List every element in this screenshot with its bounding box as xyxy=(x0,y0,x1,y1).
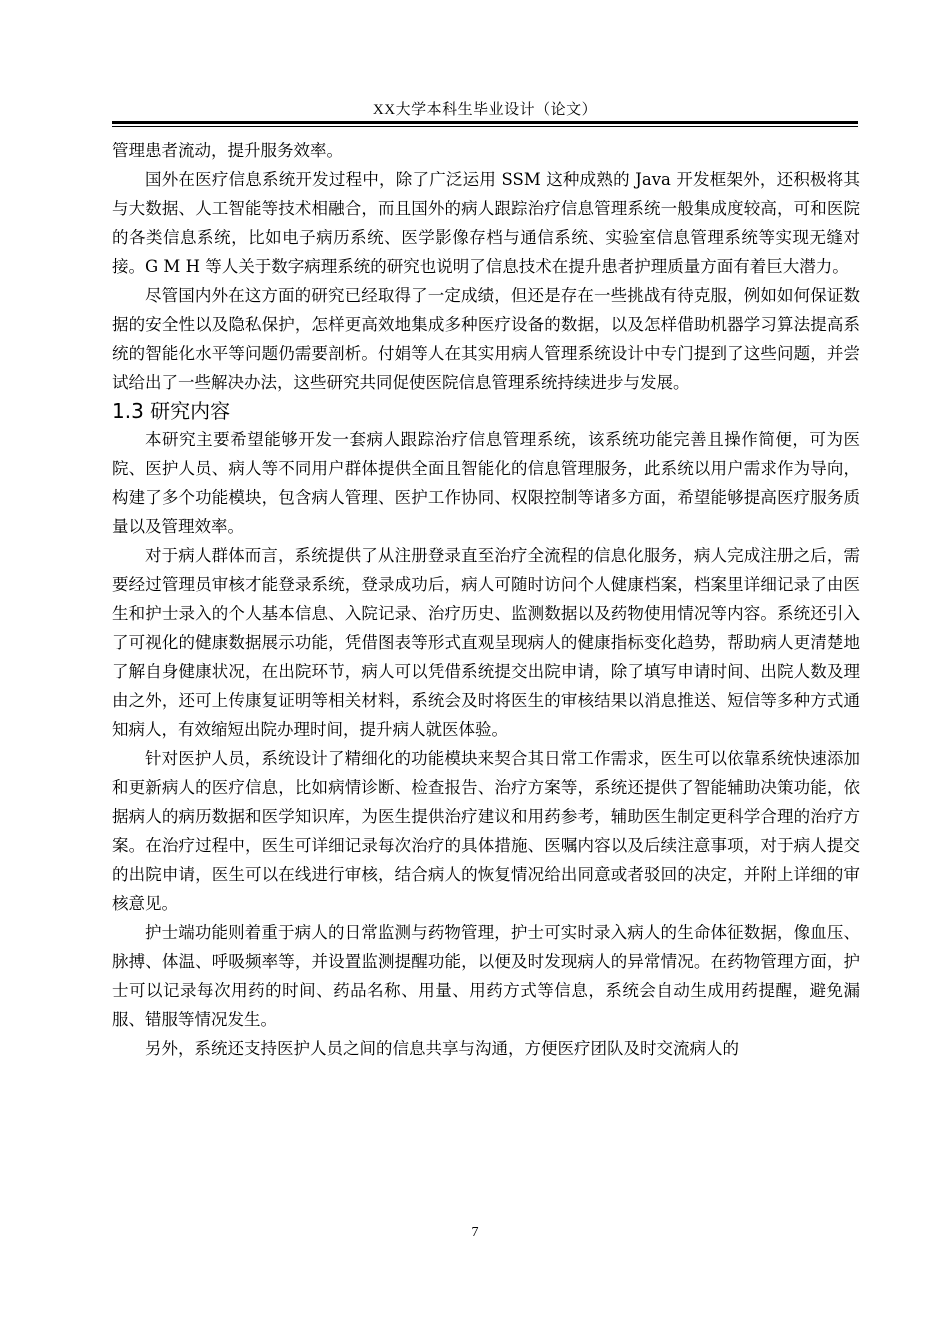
paragraph: 尽管国内外在这方面的研究已经取得了一定成绩，但还是存在一些挑战有待克服，例如如何保证数据的安全性以及隐私保护，怎样更高效地集成多种医疗设备的数据，以及怎样借助机器学习算法提高系统的智能化水平等问题仍需要剖析。付娟等人在其实用病人管理系统设计中专门提到了这些问题，并尝试给出了一些解决办法，这些研究共同促使医院信息管理系统持续进步与发展。 xyxy=(112,286,860,392)
paragraph: 护士端功能则着重于病人的日常监测与药物管理，护士可实时录入病人的生命体征数据，像血压、脉搏、体温、呼吸频率等，并设置监测提醒功能，以便及时发现病人的异常情况。在药物管理方面，护士可以记录每次用药的时间、药品名称、用量、用药方式等信息，系统会自动生成用药提醒，避免漏服、错服等情况发生。 xyxy=(112,923,860,1029)
paragraph: 另外，系统还支持医护人员之间的信息共享与沟通，方便医疗团队及时交流病人的 xyxy=(145,1039,739,1058)
section-heading: 1.3 研究内容 xyxy=(112,399,231,423)
paragraph: 国外在医疗信息系统开发过程中，除了广泛运用 SSM 这种成熟的 Java 开发框架外，还积极将其与大数据、人工智能等技术相融合，而且国外的病人跟踪治疗信息管理系统一般集成度较高，可和医院的各类信息系统，比如电子病历系统、医学影像存档与通信系统、实验室信息管理系统等实现无缝对接。G M H 等人关于数字病理系统的研究也说明了信息技术在提升患者护理质量方面有着巨大潜力。 xyxy=(112,170,860,276)
paragraph: 本研究主要希望能够开发一套病人跟踪治疗信息管理系统，该系统功能完善且操作简便，可为医院、医护人员、病人等不同用户群体提供全面且智能化的信息管理服务，此系统以用户需求作为导向，构建了多个功能模块，包含病人管理、医护工作协同、权限控制等诸多方面，希望能够提高医疗服务质量以及管理效率。 xyxy=(112,430,860,536)
body-text xyxy=(112,136,860,1063)
paragraph: 针对医护人员，系统设计了精细化的功能模块来契合其日常工作需求，医生可以依靠系统快速添加和更新病人的医疗信息，比如病情诊断、检查报告、治疗方案等，系统还提供了智能辅助决策功能，依据病人的病历数据和医学知识库，为医生提供治疗建议和用药参考，辅助医生制定更科学合理的治疗方案。在治疗过程中，医生可详细记录每次治疗的具体措施、医嘱内容以及后续注意事项，对于病人提交的出院申请，医生可以在线进行审核，结合病人的恢复情况给出同意或者驳回的决定，并附上详细的审核意见。 xyxy=(112,749,860,913)
header-rule-thin xyxy=(112,126,858,127)
page-number: 7 xyxy=(471,1225,479,1240)
paragraph: 对于病人群体而言，系统提供了从注册登录直至治疗全流程的信息化服务，病人完成注册之后，需要经过管理员审核才能登录系统，登录成功后，病人可随时访问个人健康档案，档案里详细记录了由医生和护士录入的个人基本信息、入院记录、治疗历史、监测数据以及药物使用情况等内容。系统还引入了可视化的健康数据展示功能，凭借图表等形式直观呈现病人的健康指标变化趋势，帮助病人更清楚地了解自身健康状况，在出院环节，病人可以凭借系统提交出院申请，除了填写申请时间、出院人数及理由之外，还可上传康复证明等相关材料，系统会及时将医生的审核结果以消息推送、短信等多种方式通知病人，有效缩短出院办理时间，提升病人就医体验。 xyxy=(112,546,860,739)
paragraph: 管理患者流动，提升服务效率。 xyxy=(112,141,343,160)
header-rule-thick xyxy=(112,121,858,124)
page-header: XX大学本科生毕业设计（论文） xyxy=(372,102,598,118)
